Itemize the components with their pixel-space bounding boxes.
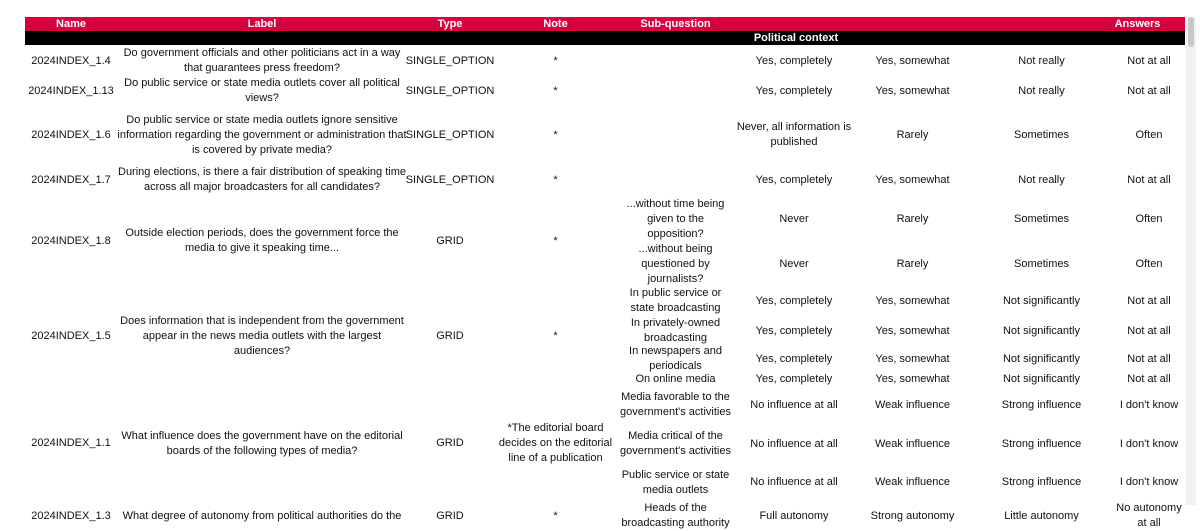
cell-answer-1[interactable]: Never (779, 257, 809, 270)
header-label[interactable]: Label (247, 18, 277, 30)
cell-answer-3[interactable]: Not really (1018, 54, 1065, 67)
cell-answer-2[interactable]: Yes, somewhat (875, 352, 950, 365)
cell-note[interactable]: * (553, 173, 558, 186)
cell-answer-4[interactable]: Not at all (1127, 294, 1171, 307)
cell-answer-4[interactable]: Not at all (1127, 352, 1171, 365)
cell-note[interactable]: * (553, 84, 558, 97)
cell-subquestion[interactable]: In newspapers and periodicals (629, 345, 722, 372)
cell-answer-3[interactable]: Strong influence (1001, 476, 1082, 488)
cell-answer-4[interactable]: Not at all (1127, 54, 1171, 67)
cell-label[interactable]: What degree of autonomy from political authorities do the (122, 509, 402, 522)
cell-answer-2[interactable]: Yes, somewhat (875, 84, 950, 97)
cell-type[interactable]: SINGLE_OPTION (405, 84, 495, 97)
cell-subquestion[interactable]: Media critical of the government's activities (620, 430, 731, 457)
cell-subquestion[interactable]: Public service or state media outlets (621, 468, 730, 496)
cell-name[interactable]: 2024INDEX_1.6 (31, 128, 111, 141)
header-row (25, 17, 1185, 31)
cell-answer-4[interactable]: I don't know (1119, 476, 1179, 488)
cell-answer-2[interactable]: Rarely (896, 257, 929, 270)
cell-answer-4[interactable]: No autonomy at all (1116, 502, 1182, 529)
cell-label[interactable]: Does information that is independent from the government appear in the news media outlets with the largest audiences? (120, 314, 404, 357)
cell-subquestion[interactable]: ...without time being given to the opposition? (626, 197, 725, 240)
cell-label[interactable]: During elections, is there a fair distribution of speaking time across all major broadcasters for all candidates? (118, 166, 406, 193)
cell-answer-3[interactable]: Strong influence (1001, 437, 1082, 450)
cell-label[interactable]: What influence does the government have on the editorial boards of the following types of media? (121, 429, 403, 457)
cell-name[interactable]: 2024INDEX_1.13 (28, 84, 114, 97)
cell-answer-2[interactable]: Rarely (896, 212, 929, 225)
cell-answer-2[interactable]: Yes, somewhat (875, 54, 950, 67)
cell-answer-4[interactable]: Often (1135, 212, 1163, 225)
cell-answer-3[interactable]: Not significantly (1002, 294, 1081, 307)
header-subquestion[interactable]: Sub-question (640, 18, 711, 30)
cell-answer-4[interactable]: Not at all (1127, 173, 1171, 186)
cell-answer-2[interactable]: Yes, somewhat (875, 324, 950, 337)
cell-answer-4[interactable]: Not at all (1127, 372, 1171, 385)
cell-answer-2[interactable]: Yes, somewhat (875, 294, 950, 307)
cell-name[interactable]: 2024INDEX_1.5 (31, 329, 111, 342)
cell-type[interactable]: SINGLE_OPTION (405, 173, 495, 186)
cell-note[interactable]: *The editorial board decides on the editorial line of a publication (498, 422, 613, 464)
cell-answer-2[interactable]: Rarely (896, 128, 929, 141)
cell-answer-1[interactable]: No influence at all (750, 437, 838, 450)
cell-answer-1[interactable]: Never, all information is published (736, 121, 852, 148)
cell-subquestion[interactable]: In privately-owned broadcasting (630, 317, 721, 344)
cell-answer-4[interactable]: Often (1135, 128, 1163, 141)
cell-type[interactable]: GRID (436, 509, 464, 522)
cell-answer-1[interactable]: Yes, completely (755, 173, 833, 186)
cell-label[interactable]: Do public service or state media outlets cover all political views? (124, 77, 400, 104)
cell-answer-3[interactable]: Little autonomy (1004, 509, 1079, 522)
cell-answer-3[interactable]: Sometimes (1013, 257, 1070, 270)
header-name[interactable]: Name (56, 18, 86, 30)
cell-answer-3[interactable]: Not really (1018, 84, 1065, 97)
cell-answer-1[interactable]: No influence at all (750, 398, 838, 411)
cell-answer-3[interactable]: Not really (1018, 173, 1065, 186)
cell-subquestion[interactable]: Media favorable to the government's activities (620, 391, 731, 418)
cell-type[interactable]: SINGLE_OPTION (405, 54, 495, 67)
cell-note[interactable]: * (553, 509, 558, 522)
cell-note[interactable]: * (553, 54, 558, 67)
cell-answer-3[interactable]: Strong influence (1001, 398, 1082, 411)
cell-label[interactable]: Do government officials and other politicians act in a way that guarantees press freedom? (123, 47, 401, 74)
cell-label[interactable]: Do public service or state media outlets ignore sensitive information regarding the government or administration that is covered by private media? (117, 113, 407, 156)
cell-answer-3[interactable]: Not significantly (1002, 372, 1081, 385)
cell-answer-1[interactable]: Yes, completely (755, 324, 833, 337)
cell-answer-4[interactable]: Not at all (1127, 84, 1171, 97)
cell-answer-4[interactable]: I don't know (1119, 437, 1179, 450)
cell-answer-2[interactable]: Yes, somewhat (875, 173, 950, 186)
cell-name[interactable]: 2024INDEX_1.1 (31, 437, 111, 449)
cell-answer-4[interactable]: Not at all (1127, 324, 1171, 337)
cell-type[interactable]: GRID (436, 437, 464, 449)
cell-answer-2[interactable]: Yes, somewhat (875, 372, 950, 385)
cell-subquestion[interactable]: On online media (635, 372, 716, 385)
cell-answer-3[interactable]: Sometimes (1013, 212, 1070, 225)
cell-answer-3[interactable]: Not significantly (1002, 324, 1081, 337)
cell-subquestion[interactable]: Heads of the broadcasting authority (621, 502, 730, 529)
cell-answer-3[interactable]: Not significantly (1002, 352, 1081, 365)
cell-answer-2[interactable]: Strong autonomy (870, 509, 955, 522)
cell-answer-2[interactable]: Weak influence (874, 476, 950, 488)
header-answers[interactable]: Answers (1114, 18, 1161, 30)
cell-type[interactable]: GRID (436, 234, 464, 247)
cell-name[interactable]: 2024INDEX_1.4 (31, 54, 111, 67)
vertical-scrollbar[interactable] (1186, 17, 1196, 505)
header-type[interactable]: Type (437, 18, 463, 30)
section-title: Political context (753, 32, 839, 44)
cell-name[interactable]: 2024INDEX_1.3 (31, 509, 111, 522)
cell-note[interactable]: * (553, 128, 558, 141)
cell-answer-1[interactable]: Yes, completely (755, 294, 833, 307)
header-note[interactable]: Note (543, 18, 568, 30)
cell-answer-1[interactable]: Never (779, 212, 809, 225)
section-bar (25, 31, 1185, 45)
cell-answer-1[interactable]: Yes, completely (755, 54, 833, 67)
cell-answer-1[interactable]: Yes, completely (755, 352, 833, 365)
cell-type[interactable]: GRID (436, 329, 464, 342)
cell-note[interactable]: * (553, 329, 558, 342)
cell-answer-2[interactable]: Weak influence (874, 437, 950, 450)
cell-answer-1[interactable]: Yes, completely (755, 84, 833, 97)
cell-type[interactable]: SINGLE_OPTION (405, 128, 495, 141)
cell-answer-2[interactable]: Weak influence (874, 398, 950, 411)
cell-answer-1[interactable]: Full autonomy (759, 509, 829, 522)
cell-answer-3[interactable]: Sometimes (1013, 128, 1070, 141)
cell-name[interactable]: 2024INDEX_1.8 (31, 234, 111, 247)
scrollbar-thumb[interactable] (1188, 17, 1194, 47)
cell-subquestion[interactable]: In public service or state broadcasting (629, 287, 722, 314)
cell-note[interactable]: * (553, 234, 558, 247)
cell-answer-4[interactable]: I don't know (1119, 398, 1179, 411)
cell-answer-1[interactable]: Yes, completely (755, 372, 833, 385)
cell-name[interactable]: 2024INDEX_1.7 (31, 173, 111, 186)
cell-subquestion[interactable]: ...without being questioned by journalists? (638, 242, 713, 285)
cell-label[interactable]: Outside election periods, does the government force the media to give it speaking time... (125, 227, 399, 254)
cell-answer-4[interactable]: Often (1135, 257, 1163, 270)
cell-answer-1[interactable]: No influence at all (750, 476, 838, 488)
